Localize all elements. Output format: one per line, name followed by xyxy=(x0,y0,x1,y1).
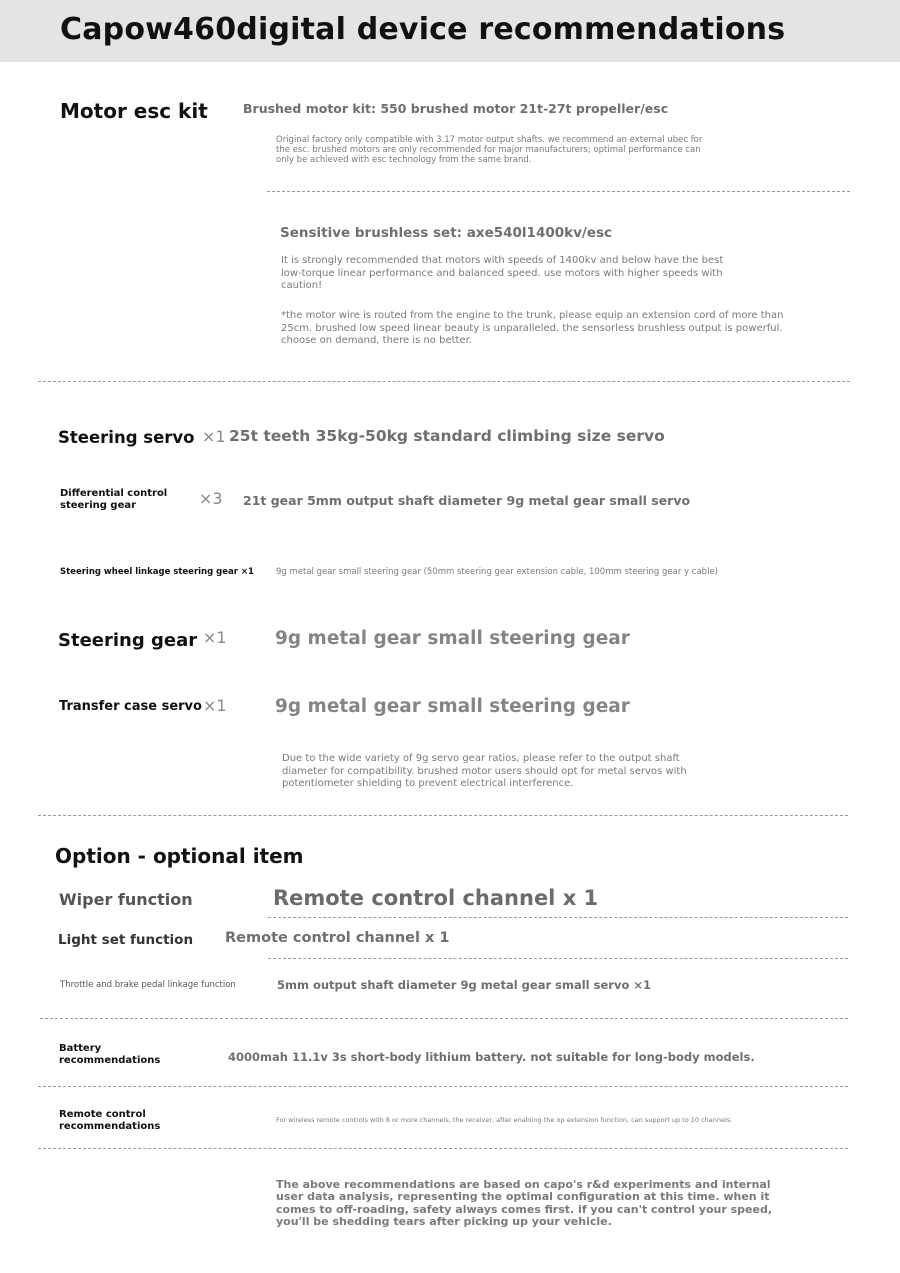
throttle-brake-label: Throttle and brake pedal linkage function xyxy=(60,980,236,990)
divider xyxy=(40,1018,848,1019)
divider xyxy=(267,191,850,192)
steering-gear-label: Steering gear xyxy=(58,630,198,651)
divider xyxy=(38,381,850,382)
motor-esc-label: Motor esc kit xyxy=(60,99,208,123)
diff-control-desc: 21t gear 5mm output shaft diameter 9g metal gear small servo xyxy=(243,493,691,508)
remote-control-desc: For wireless remote controls with 8 or more channels, the receiver, after enabling the op extension function, can support up to 10 channels. xyxy=(276,1116,733,1124)
wiper-desc: Remote control channel x 1 xyxy=(273,886,599,910)
options-heading: Option - optional item xyxy=(55,844,304,868)
throttle-brake-desc: 5mm output shaft diameter 9g metal gear small servo ×1 xyxy=(277,978,651,992)
footer-note: The above recommendations are based on capo's r&d experiments and internal user data analysis, representing the optimal configuration at this time. when it comes to off-roading, safety always comes first. if you can't control your speed, you'll be shedding tears after picking up your vehicle. xyxy=(276,1178,773,1229)
steering-servo-qty: ×1 xyxy=(202,427,226,446)
divider xyxy=(38,815,848,816)
wheel-linkage-desc: 9g metal gear small steering gear (50mm steering gear extension cable, 100mm steering gear y cable) xyxy=(276,567,718,577)
brushless-note-1: It is strongly recommended that motors with speeds of 1400kv and below have the best low-torque linear performance and balanced speed. use motors with higher speeds with caution! xyxy=(281,255,724,291)
battery-desc: 4000mah 11.1v 3s short-body lithium battery. not suitable for long-body models. xyxy=(228,1050,755,1064)
servo-note: Due to the wide variety of 9g servo gear ratios, please refer to the output shaft diameter for compatibility. brushed motor users should opt for metal servos with potentiometer shielding to prevent electrical interference. xyxy=(282,753,687,789)
brushless-note-2: *the motor wire is routed from the engine to the trunk, please equip an extension cord of more than 25cm. brushed low speed linear beauty is unparalleled. the sensorless brushless output is powerful. choose on demand, there is no better. xyxy=(281,310,784,346)
steering-gear-qty: ×1 xyxy=(203,628,227,647)
transfer-case-qty: ×1 xyxy=(203,696,227,715)
steering-gear-desc: 9g metal gear small steering gear xyxy=(275,628,630,649)
brushless-set-title: Sensitive brushless set: axe540l1400kv/esc xyxy=(280,225,613,241)
transfer-case-label: Transfer case servo xyxy=(59,699,202,714)
diff-control-qty: ×3 xyxy=(199,489,223,508)
divider xyxy=(268,958,848,959)
steering-servo-desc: 25t teeth 35kg-50kg standard climbing size servo xyxy=(229,427,665,445)
wiper-label: Wiper function xyxy=(59,890,193,909)
brushed-kit-title: Brushed motor kit: 550 brushed motor 21t-27t propeller/esc xyxy=(243,101,669,116)
light-set-label: Light set function xyxy=(58,932,194,948)
light-set-desc: Remote control channel x 1 xyxy=(225,930,450,946)
divider xyxy=(38,1148,848,1149)
divider xyxy=(38,1086,848,1087)
diff-control-label: Differential control steering gear xyxy=(60,488,168,511)
remote-control-label: Remote control recommendations xyxy=(59,1109,161,1132)
battery-label: Battery recommendations xyxy=(59,1043,161,1066)
steering-servo-label: Steering servo xyxy=(58,428,195,447)
transfer-case-desc: 9g metal gear small steering gear xyxy=(275,696,630,717)
divider xyxy=(268,917,848,918)
wheel-linkage-label: Steering wheel linkage steering gear ×1 xyxy=(60,567,254,577)
page-title: Capow460digital device recommendations xyxy=(60,12,786,47)
brushed-kit-note: Original factory only compatible with 3.17 motor output shafts. we recommend an external ubec for the esc. brushed motors are only recommended for major manufacturers; optimal performance can only be achieved with esc technology from the same brand. xyxy=(276,135,703,166)
